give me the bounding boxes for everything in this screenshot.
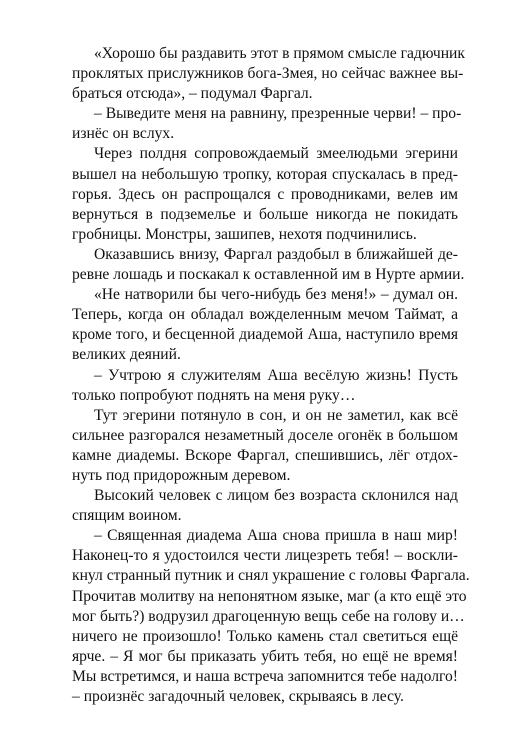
text-line: вышел на небольшую тропку, которая спускалась в пред- — [72, 165, 458, 183]
paragraph-7 — [72, 406, 458, 486]
paragraph-2 — [72, 104, 462, 144]
paragraph-6 — [72, 366, 458, 406]
text-line: камне диадемы. Вскоре Фаргал, спешившись, лёг отдох- — [72, 446, 458, 464]
text-line: только попробуют поднять на меня руку… — [72, 386, 356, 404]
text-line: сильнее разгорался незаметный доселе огонёк в большом — [72, 426, 458, 444]
text-line: проклятых прислужников бога-Змея, но сейчас важнее вы- — [72, 65, 464, 83]
text-line: ревне лошадь и поскакал к оставленной им в Нурте армии. — [72, 266, 465, 284]
text-line: Высокий человек с лицом без возраста склонился над — [94, 487, 458, 505]
text-line: кроме того, и бесценной диадемой Аша, наступило время — [72, 326, 458, 344]
body-text — [72, 44, 470, 707]
paragraph-5 — [72, 285, 458, 365]
text-line: нуть под придорожным деревом. — [72, 466, 291, 484]
text-line: горья. Здесь он распрощался с проводниками, велев им — [72, 185, 458, 203]
text-line: Теперь, когда он обладал вожделенным мечом Таймат, а — [72, 306, 458, 324]
paragraph-1 — [72, 44, 465, 104]
text-line: «Не натворили бы чего-нибудь без меня!» – думал он. — [94, 286, 458, 304]
text-line: Мы встретимся, и наша встреча запомнится тебе надолго! — [72, 667, 458, 685]
text-line: – произнёс загадочный человек, скрываясь в лесу. — [72, 688, 404, 705]
text-line: – Священная диадема Аша снова пришла в наш мир! — [94, 527, 458, 545]
text-line: кнул странный путник и снял украшение с головы Фаргала. — [72, 567, 470, 585]
text-line: ярче. – Я мог бы приказать убить тебя, но ещё не время! — [72, 647, 458, 665]
text-line: гробницы. Монстры, зашипев, нехотя подчинились. — [72, 225, 417, 243]
text-line: – Учтрою я служителям Аша весёлую жизнь! Пусть — [94, 366, 458, 384]
paragraph-9 — [72, 526, 470, 707]
text-line: спящим воином. — [72, 507, 182, 525]
text-line: Тут эгерини потянуло в сон, и он не заметил, как всё — [94, 406, 458, 424]
text-line: Через полдня сопровождаемый змеелюдьми эгерини — [94, 145, 458, 163]
text-line: – Выведите меня на равнину, презренные черви! – про- — [94, 105, 462, 123]
text-line: изнёс он вслух. — [72, 125, 175, 143]
text-line: «Хорошо бы раздавить этот в прямом смысле гадючник — [94, 45, 465, 62]
text-line: Прочитав молитву на непонятном языке, маг (а кто ещё это — [72, 587, 467, 605]
text-line: вернуться в подземелье и больше никогда не покидать — [72, 205, 458, 223]
paragraph-4 — [72, 245, 465, 285]
text-line: Наконец-то я удостоился чести лицезреть тебя! – воскли- — [72, 547, 458, 565]
paragraph-3 — [72, 144, 458, 244]
text-line: браться отсюда», – подумал Фаргал. — [72, 85, 313, 103]
text-line: ничего не произошло! Только камень стал светиться ещё — [72, 627, 458, 645]
paragraph-8 — [72, 486, 458, 526]
text-line: Оказавшись внизу, Фаргал раздобыл в ближайшей де- — [94, 245, 458, 263]
text-line: мог быть?) водрузил драгоценную вещь себе на голову и… — [72, 607, 465, 625]
text-line: великих деяний. — [72, 346, 181, 364]
